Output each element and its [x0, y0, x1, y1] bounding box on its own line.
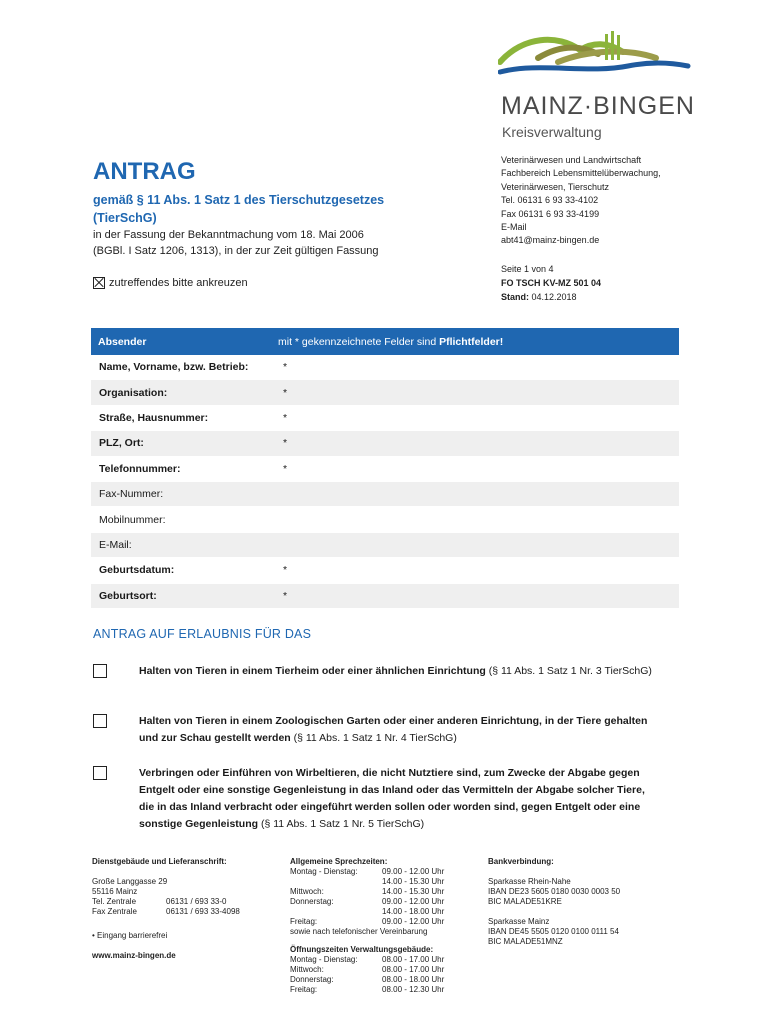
- contact-unit-2: Veterinärwesen, Tierschutz: [501, 181, 610, 192]
- footer-bank1-name: Sparkasse Rhein-Nahe: [488, 877, 571, 886]
- form-row-input[interactable]: *: [283, 589, 288, 602]
- hours-day: Freitag:: [290, 985, 318, 994]
- hours-time: 08.00 - 17.00 Uhr: [382, 965, 445, 974]
- form-row: [91, 380, 679, 405]
- option-einfuhr: [93, 765, 683, 833]
- form-row: [91, 507, 679, 532]
- option-einfuhr-label: Verbringen oder Einführen von Wirbeltieren, die nicht Nutztiere sind, zum Zwecke der Abgabe gegen Entgelt oder eine sonstige Gegenleistung in das Inland oder das Vermitteln der Abgabe solcher Tiere, die in das Inland verbracht oder eingeführt werden sollen oder worden sind, gegen Entgelt oder eine sonstige Gegenleistung: [139, 767, 645, 830]
- footer-accessibility: • Eingang barrierefrei: [92, 931, 168, 940]
- section-heading: ANTRAG AUF ERLAUBNIS FÜR DAS: [93, 627, 312, 641]
- contact-fax: Fax 06131 6 93 33-4199: [501, 208, 600, 219]
- footer-bank2-bic: BIC MALADE51MNZ: [488, 937, 563, 946]
- form-row-label: E-Mail:: [99, 538, 132, 551]
- option-tierheim-ref: (§ 11 Abs. 1 Satz 1 Nr. 3 TierSchG): [485, 665, 652, 677]
- form-row-input[interactable]: *: [283, 386, 288, 399]
- footer-hours: [290, 857, 480, 995]
- sender-form-rows: [91, 355, 679, 609]
- form-row-label: Geburtsort:: [99, 589, 157, 602]
- footer-street: Große Langgasse 29: [92, 877, 168, 886]
- hours-time: 14.00 - 18.00 Uhr: [382, 907, 445, 916]
- page-number: Seite 1 von 4: [501, 264, 554, 274]
- required-note-bold: Pflichtfelder!: [439, 335, 504, 348]
- logo-name: MAINZ·BINGEN: [501, 92, 695, 120]
- form-row: [91, 457, 679, 482]
- form-row: [91, 355, 679, 380]
- option-zoo-label: Halten von Tieren in einem Zoologischen Garten oder einer anderen Einrichtung, in der Tiere gehalten und zur Schau gestellt werden: [139, 715, 648, 744]
- hours-time: 08.00 - 12.30 Uhr: [382, 985, 445, 994]
- hours-day: Donnerstag:: [290, 897, 334, 906]
- footer-bank: [488, 857, 688, 947]
- footer-opening-title: Öffnungszeiten Verwaltungsgebäude:: [290, 945, 434, 954]
- form-row-label: Geburtsdatum:: [99, 564, 175, 577]
- legal-basis-line-1: in der Fassung der Bekanntmachung vom 18. Mai 2006: [93, 229, 364, 241]
- option-tierheim-checkbox[interactable]: [93, 664, 107, 678]
- hours-time: 08.00 - 17.00 Uhr: [382, 955, 445, 964]
- form-row: [91, 431, 679, 456]
- contact-tel: Tel. 06131 6 93 33-4102: [501, 195, 599, 206]
- stand-date: 04.12.2018: [531, 292, 577, 302]
- stand-label: Stand:: [501, 292, 529, 302]
- form-row-label: PLZ, Ort:: [99, 437, 144, 450]
- hours-day: Montag - Dienstag:: [290, 955, 358, 964]
- hours-day: Donnerstag:: [290, 975, 334, 984]
- footer-hours-title: Allgemeine Sprechzeiten:: [290, 857, 388, 866]
- logo-subtitle: Kreisverwaltung: [502, 124, 602, 140]
- contact-unit: Fachbereich Lebensmittelüberwachung,: [501, 168, 661, 179]
- hours-time: 14.00 - 15.30 Uhr: [382, 877, 445, 886]
- sender-form-header: [91, 328, 679, 355]
- required-note: [278, 336, 679, 348]
- option-zoo-text: [139, 713, 659, 747]
- hours-time: 09.00 - 12.00 Uhr: [382, 917, 445, 926]
- option-zoo: [93, 713, 683, 747]
- page-title: ANTRAG: [93, 158, 196, 185]
- footer-bank-title: Bankverbindung:: [488, 857, 554, 866]
- footer-phone-table: [92, 897, 240, 917]
- form-row: [91, 482, 679, 507]
- contact-block: [501, 154, 701, 248]
- option-tierheim-label: Halten von Tieren in einem Tierheim oder einer ähnlichen Einrichtung: [139, 665, 486, 677]
- form-row-input[interactable]: *: [283, 564, 288, 577]
- form-row: [91, 558, 679, 583]
- page-subtitle: gemäß § 11 Abs. 1 Satz 1 des Tierschutzgesetzes (TierSchG): [93, 193, 385, 225]
- footer-fax-label: Fax Zentrale: [92, 907, 137, 916]
- option-einfuhr-text: [139, 765, 659, 833]
- footer-bank1-bic: BIC MALADE51KRE: [488, 897, 562, 906]
- hours-time: 08.00 - 18.00 Uhr: [382, 975, 445, 984]
- footer-hours-note: sowie nach telefonischer Vereinbarung: [290, 927, 428, 936]
- form-row-input[interactable]: *: [283, 361, 288, 374]
- hours-time: 14.00 - 15.30 Uhr: [382, 887, 445, 896]
- footer-opening-table: [290, 955, 444, 995]
- contact-email-link[interactable]: abt41@mainz-bingen.de: [501, 235, 600, 246]
- form-row-label: Telefonnummer:: [99, 462, 181, 475]
- hours-time: 09.00 - 12.00 Uhr: [382, 897, 445, 906]
- check-note-text: zutreffendes bitte ankreuzen: [109, 277, 248, 289]
- form-row: [91, 533, 679, 558]
- hours-day: Montag - Dienstag:: [290, 867, 358, 876]
- legal-basis-line-2: (BGBl. I Satz 1206, 1313), in der zur Zeit gültigen Fassung: [93, 245, 379, 257]
- checked-box-icon: [93, 277, 105, 289]
- form-row-input[interactable]: *: [283, 437, 288, 450]
- hours-day: Mittwoch:: [290, 965, 324, 974]
- footer-website-link[interactable]: www.mainz-bingen.de: [92, 951, 176, 960]
- footer-tel-label: Tel. Zentrale: [92, 897, 137, 906]
- form-code: FO TSCH KV-MZ 501 04: [501, 278, 602, 288]
- stand-line: [501, 290, 601, 304]
- form-row-input[interactable]: *: [283, 462, 288, 475]
- hours-day: Mittwoch:: [290, 887, 324, 896]
- document-meta: [501, 262, 601, 304]
- form-row-label: Organisation:: [99, 386, 168, 399]
- option-tierheim: [93, 663, 683, 680]
- footer-address: [92, 857, 282, 961]
- form-row-label: Fax-Nummer:: [99, 488, 164, 501]
- legal-basis: [93, 227, 413, 259]
- hours-time: 09.00 - 12.00 Uhr: [382, 867, 445, 876]
- form-row-label: Name, Vorname, bzw. Betrieb:: [99, 361, 249, 374]
- form-row-label: Straße, Hausnummer:: [99, 411, 209, 424]
- sender-header-label: Absender: [98, 335, 147, 348]
- footer-bank1-iban: IBAN DE23 5605 0180 0030 0003 50: [488, 887, 621, 896]
- footer-city: 55116 Mainz: [92, 887, 138, 896]
- hours-day: [290, 907, 382, 917]
- footer-fax: 06131 / 693 33-4098: [166, 907, 240, 916]
- form-row-label: Mobilnummer:: [99, 513, 166, 526]
- kreis-logo: [498, 28, 698, 148]
- footer-tel: 06131 / 693 33-0: [166, 897, 227, 906]
- form-row: [91, 584, 679, 609]
- option-zoo-checkbox[interactable]: [93, 714, 107, 728]
- check-note: [93, 277, 248, 289]
- landscape-logo-icon: [498, 28, 698, 90]
- hours-day: Freitag:: [290, 917, 318, 926]
- form-row-input[interactable]: *: [283, 411, 288, 424]
- footer-address-title: Dienstgebäude und Lieferanschrift:: [92, 857, 227, 866]
- option-einfuhr-ref: (§ 11 Abs. 1 Satz 1 Nr. 5 TierSchG): [258, 818, 425, 830]
- sender-form: [91, 328, 679, 609]
- contact-email-label: E-Mail: [501, 222, 527, 233]
- option-einfuhr-checkbox[interactable]: [93, 766, 107, 780]
- contact-dept: Veterinärwesen und Landwirtschaft: [501, 155, 642, 165]
- required-note-text: mit * gekennzeichnete Felder sind: [278, 335, 440, 348]
- footer-hours-table: [290, 867, 444, 927]
- footer-bank2-name: Sparkasse Mainz: [488, 917, 550, 926]
- option-tierheim-text: [139, 663, 659, 680]
- form-row: [91, 406, 679, 431]
- footer-bank2-iban: IBAN DE45 5505 0120 0100 0111 54: [488, 927, 619, 936]
- option-zoo-ref: (§ 11 Abs. 1 Satz 1 Nr. 4 TierSchG): [290, 732, 457, 744]
- hours-day: [290, 877, 382, 887]
